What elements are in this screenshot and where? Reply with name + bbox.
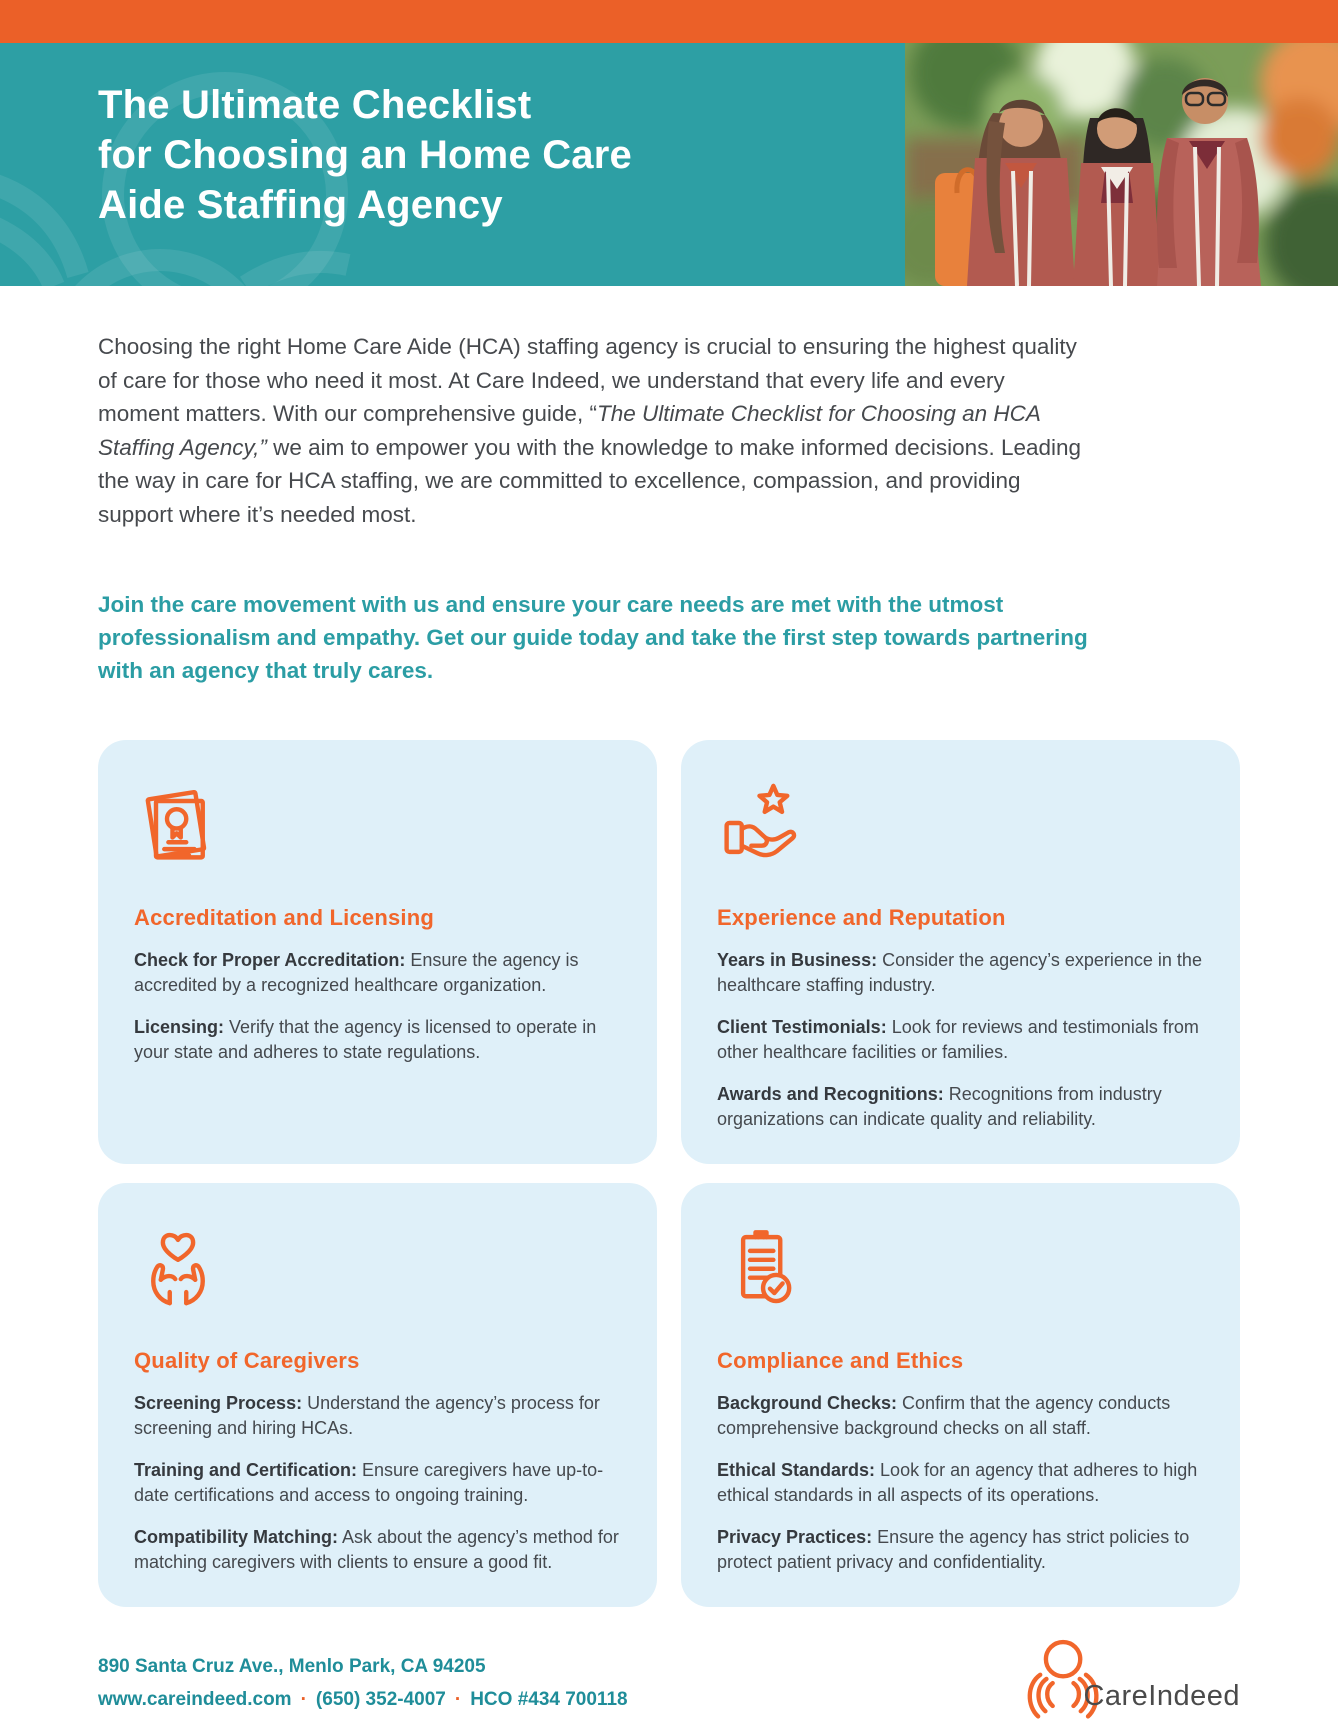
careindeed-logo [1009,1633,1240,1728]
intro-guide-title: The Ultimate Checklist for Choosing an HCA Staffing Agency,” [98,401,1041,460]
card-item [134,1391,621,1441]
card-title: Accreditation and Licensing [134,905,435,930]
card-item-text: Ensure the agency has strict policies to protect patient privacy and confidentiality. [717,1527,1190,1572]
footer-license-number: HCO #434 700118 [470,1689,628,1710]
card-item [717,948,1204,998]
card-item [134,948,621,998]
card-item-lead: Screening Process: [134,1393,303,1413]
hands-heart-icon [134,1222,222,1310]
intro-text: we aim to empower you with the knowledge to make informed decisions. Leading the way in care for HCA staffing, we are committed to excellence, compassion, and providing support where it’s needed most. [98,434,1082,527]
card-item [717,1525,1204,1575]
page-title-line: Aide Staffing Agency [98,183,503,227]
header-title-panel [0,43,905,286]
card-item-lead: Ethical Standards: [717,1460,876,1480]
card-item-lead: Compatibility Matching: [134,1527,338,1547]
card-item [717,1458,1204,1508]
card-item [134,1015,621,1065]
checklist-cards [98,740,1240,1607]
card-item [717,1082,1204,1132]
card-item-text: Ask about the agency’s method for matching caregivers with clients to ensure a good fit. [134,1527,619,1572]
certificate-icon [134,779,222,867]
card-item-text: Look for reviews and testimonials from other healthcare facilities or families. [717,1017,1199,1062]
card-item [134,1458,621,1508]
dot-separator: · [300,1689,307,1710]
intro-paragraph [98,330,1083,531]
careindeed-logo-wordmark: CareIndeed [1083,1680,1240,1712]
footer [98,1633,1240,1728]
page-title [0,43,905,230]
dot-separator: · [454,1689,462,1710]
card-item-text: Look for an agency that adheres to high ethical standards in all aspects of its operations. [717,1460,1198,1505]
card-item [134,1525,621,1575]
card-item-text: Understand the agency’s process for screening and hiring HCAs. [134,1393,600,1438]
card-item-text: Confirm that the agency conducts comprehensive background checks on all staff. [717,1393,1171,1438]
footer-contact-line [98,1683,628,1716]
header [0,43,1338,286]
card-item-lead: Training and Certification: [134,1460,358,1480]
card-item-lead: Check for Proper Accreditation: [134,950,406,970]
card-item-text: Ensure the agency is accredited by a recognized healthcare organization. [134,950,579,995]
intro-text: Choosing the right Home Care Aide (HCA) staffing agency is crucial to ensuring the highest quality of care for those who need it most. At Care Indeed, we understand that every life and every moment matters. With our comprehensive guide, “ [98,334,1077,426]
card-item [717,1015,1204,1065]
hand-star-icon [717,779,805,867]
footer-contact-block [98,1650,628,1716]
card-item-text: Ensure caregivers have up-to-date certifications and access to ongoing training. [134,1460,604,1505]
main-content [0,330,1338,1607]
card-compliance-ethics [681,1183,1240,1607]
cta-paragraph: Join the care movement with us and ensure your care needs are met with the utmost professionalism and empathy. Get our guide today and take the first step towards partnering with an agency that truly cares. [98,592,1088,683]
page-title-line: for Choosing an Home Care [98,133,632,177]
card-quality-of-caregivers [98,1183,657,1607]
card-title: Compliance and Ethics [717,1348,964,1373]
card-title: Quality of Caregivers [134,1348,360,1373]
top-accent-bar [0,0,1338,43]
card-item-lead: Background Checks: [717,1393,898,1413]
card-item-text: Verify that the agency is licensed to operate in your state and adheres to state regulations. [134,1017,597,1062]
footer-website-link[interactable]: www.careindeed.com [98,1689,292,1710]
card-item-text: Consider the agency’s experience in the healthcare staffing industry. [717,950,1202,995]
card-experience-reputation [681,740,1240,1164]
card-title: Experience and Reputation [717,905,1006,930]
card-item-lead: Client Testimonials: [717,1017,887,1037]
clipboard-check-icon [717,1222,805,1310]
footer-phone: (650) 352-4007 [315,1689,446,1710]
card-item-text: Recognitions from industry organizations can indicate quality and reliability. [717,1084,1162,1129]
page-title-line: The Ultimate Checklist [98,83,532,127]
card-item-lead: Years in Business: [717,950,878,970]
header-photo [905,43,1338,286]
card-item-lead: Awards and Recognitions: [717,1084,944,1104]
footer-address: 890 Santa Cruz Ave., Menlo Park, CA 94205 [98,1656,486,1677]
card-item [717,1391,1204,1441]
card-accreditation-licensing [98,740,657,1164]
card-item-lead: Licensing: [134,1017,225,1037]
card-item-lead: Privacy Practices: [717,1527,873,1547]
